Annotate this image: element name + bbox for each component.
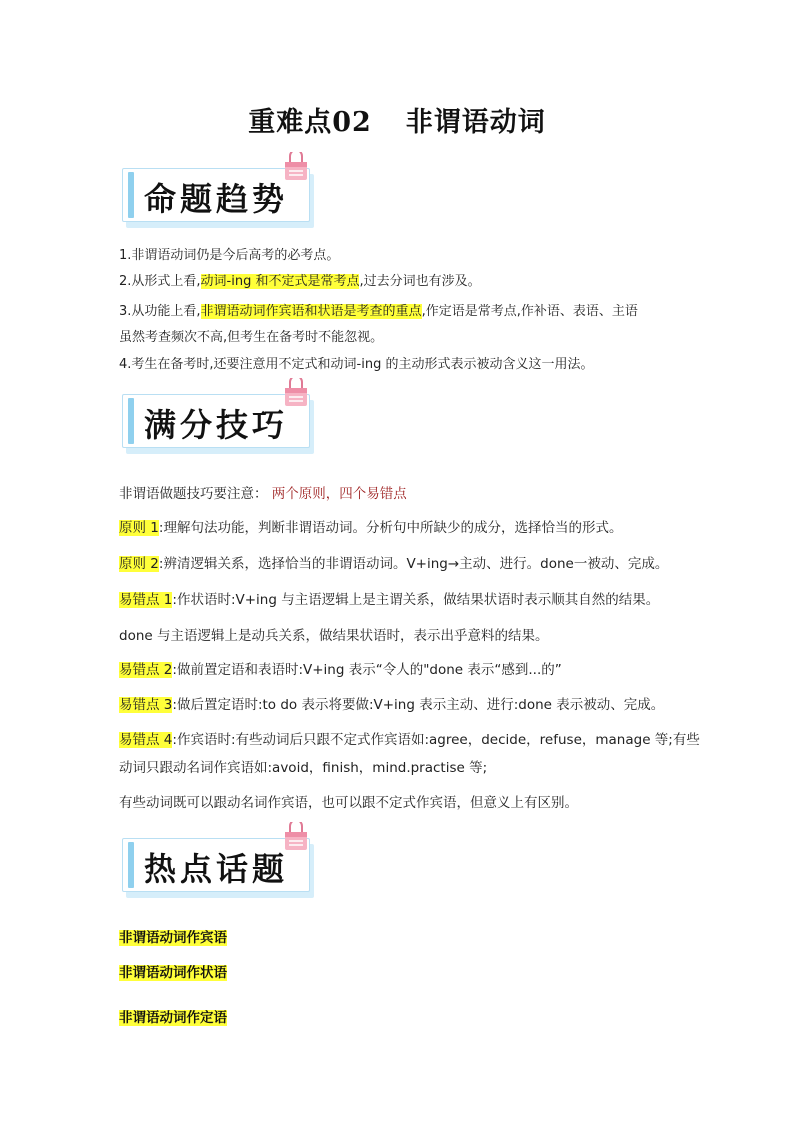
tips-principle-1: 原则 1:理解句法功能，判断非谓语动词。分析句中所缺少的成分，选择恰当的形式。	[119, 520, 623, 536]
tips-error-4b: 动词只跟动名词作宾语如:avoid，finish，mind.practise 等;	[119, 760, 488, 776]
trend-line-3: 3.从功能上看,非谓语动词作宾语和状语是考查的重点,作定语是常考点,作补语、表语、主语	[119, 304, 638, 319]
trend-line-4: 4.考生在备考时,还要注意用不定式和动词-ing 的主动形式表示被动含义这一用法。	[119, 357, 594, 372]
trend-line-1: 1.非谓语动词仍是今后高考的必考点。	[119, 248, 340, 263]
hot-topic-1: 非谓语动词作宾语	[119, 930, 227, 946]
hot-topic-3: 非谓语动词作定语	[119, 1010, 227, 1026]
banner-trend-label: 命题趋势	[144, 180, 289, 218]
banner-tips	[122, 394, 312, 452]
banner-tips-label: 满分技巧	[144, 406, 289, 444]
tips-error-4: 易错点 4:作宾语时:有些动词后只跟不定式作宾语如:agree，decide，refuse，manage 等;有些	[119, 732, 700, 748]
tips-principle-2: 原则 2:辨清逻辑关系，选择恰当的非谓语动词。V+ing→主动、进行。done一被动、完成。	[119, 556, 669, 572]
banner-hot	[122, 838, 312, 896]
banner-hot-label: 热点话题	[144, 850, 289, 888]
tips-error-2: 易错点 2:做前置定语和表语时:V+ing 表示“令人的"done 表示“感到...的”	[119, 662, 562, 678]
tips-intro: 非谓语做题技巧要注意： 两个原则，四个易错点	[119, 486, 407, 502]
trend-line-2: 2.从形式上看,动词-ing 和不定式是常考点,过去分词也有涉及。	[119, 274, 481, 289]
tips-error-3: 易错点 3:做后置定语时:to do 表示将要做:V+ing 表示主动、进行:done 表示被动、完成。	[119, 697, 665, 713]
trend-line-3b: 虽然考查频次不高,但考生在备考时不能忽视。	[119, 330, 384, 345]
paperclip-icon	[282, 822, 310, 852]
hot-topic-2: 非谓语动词作状语	[119, 965, 227, 981]
tips-error-1b: done 与主语逻辑上是动兵关系，做结果状语时，表示出乎意料的结果。	[119, 628, 549, 644]
page-title: 重难点02 非谓语动词	[248, 107, 546, 138]
paperclip-icon	[282, 152, 310, 182]
tips-error-4c: 有些动词既可以跟动名词作宾语，也可以跟不定式作宾语，但意义上有区别。	[119, 795, 578, 811]
paperclip-icon	[282, 378, 310, 408]
banner-trend	[122, 168, 312, 226]
tips-error-1: 易错点 1:作状语时:V+ing 与主语逻辑上是主谓关系，做结果状语时表示顺其自然的结果。	[119, 592, 660, 608]
